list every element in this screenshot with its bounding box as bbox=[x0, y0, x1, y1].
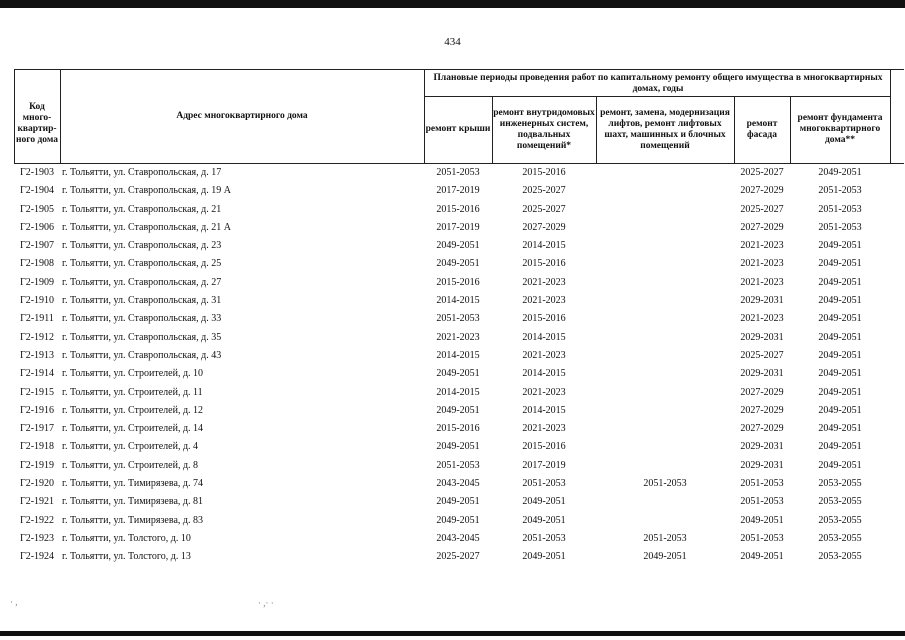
table-row bbox=[14, 237, 904, 255]
row-code: Г2-1922 bbox=[19, 514, 55, 526]
table-row bbox=[14, 310, 904, 328]
row-foundation-period: 2053-2055 bbox=[818, 496, 862, 508]
row-engineering-period: 2014-2015 bbox=[522, 368, 566, 380]
row-address: г. Тольятти, ул. Ставропольская, д. 27 bbox=[62, 276, 222, 288]
row-code: Г2-1920 bbox=[19, 478, 55, 490]
table-row bbox=[14, 493, 904, 511]
row-code: Г2-1909 bbox=[19, 276, 55, 288]
row-roof-period: 2049-2051 bbox=[436, 496, 480, 508]
row-address: г. Тольятти, ул. Строителей, д. 10 bbox=[62, 368, 204, 380]
row-address: г. Тольятти, ул. Строителей, д. 14 bbox=[62, 423, 204, 435]
row-address: г. Тольятти, ул. Ставропольская, д. 19 А bbox=[62, 185, 231, 197]
page-number: 434 bbox=[444, 36, 461, 48]
row-code: Г2-1912 bbox=[19, 331, 55, 343]
row-roof-period: 2043-2045 bbox=[436, 532, 480, 544]
table-row bbox=[14, 365, 904, 383]
table-row bbox=[14, 530, 904, 548]
row-code: Г2-1923 bbox=[19, 532, 55, 544]
table-row bbox=[14, 219, 904, 237]
row-code: Г2-1913 bbox=[19, 349, 55, 361]
top-border-bar bbox=[0, 0, 905, 8]
row-engineering-period: 2051-2053 bbox=[522, 532, 566, 544]
row-facade-period: 2049-2051 bbox=[740, 551, 784, 563]
table-row bbox=[14, 475, 904, 493]
table-row bbox=[14, 201, 904, 219]
row-roof-period: 2043-2045 bbox=[436, 478, 480, 490]
table-row bbox=[14, 255, 904, 273]
header-code: Код много-квартир-ного дома bbox=[16, 101, 58, 145]
row-facade-period: 2021-2023 bbox=[740, 313, 784, 325]
row-foundation-period: 2049-2051 bbox=[818, 331, 862, 343]
row-facade-period: 2027-2029 bbox=[740, 221, 784, 233]
row-roof-period: 2049-2051 bbox=[436, 258, 480, 270]
row-engineering-period: 2021-2023 bbox=[522, 349, 566, 361]
row-address: г. Тольятти, ул. Строителей, д. 8 bbox=[62, 459, 199, 471]
row-code: Г2-1918 bbox=[19, 441, 55, 453]
row-facade-period: 2051-2053 bbox=[740, 532, 784, 544]
row-roof-period: 2015-2016 bbox=[436, 276, 480, 288]
row-code: Г2-1915 bbox=[19, 386, 55, 398]
row-foundation-period: 2049-2051 bbox=[818, 258, 862, 270]
header-roof: ремонт крыши bbox=[425, 124, 491, 134]
table-row bbox=[14, 548, 904, 566]
row-address: г. Тольятти, ул. Тимирязева, д. 83 bbox=[62, 514, 203, 526]
table-row bbox=[14, 329, 904, 347]
row-facade-period: 2027-2029 bbox=[740, 404, 784, 416]
row-address: г. Тольятти, ул. Ставропольская, д. 21 А bbox=[62, 221, 231, 233]
row-lift-period: 2051-2053 bbox=[643, 532, 687, 544]
row-address: г. Тольятти, ул. Ставропольская, д. 25 bbox=[62, 258, 222, 270]
row-facade-period: 2029-2031 bbox=[740, 368, 784, 380]
table-row bbox=[14, 384, 904, 402]
row-engineering-period: 2021-2023 bbox=[522, 295, 566, 307]
row-roof-period: 2014-2015 bbox=[436, 386, 480, 398]
row-engineering-period: 2021-2023 bbox=[522, 386, 566, 398]
row-foundation-period: 2049-2051 bbox=[818, 276, 862, 288]
row-roof-period: 2015-2016 bbox=[436, 203, 480, 215]
row-foundation-period: 2049-2051 bbox=[818, 404, 862, 416]
table-row bbox=[14, 438, 904, 456]
row-engineering-period: 2025-2027 bbox=[522, 185, 566, 197]
table-row bbox=[14, 402, 904, 420]
row-facade-period: 2049-2051 bbox=[740, 514, 784, 526]
row-facade-period: 2029-2031 bbox=[740, 331, 784, 343]
row-roof-period: 2049-2051 bbox=[436, 404, 480, 416]
row-roof-period: 2017-2019 bbox=[436, 221, 480, 233]
row-foundation-period: 2053-2055 bbox=[818, 532, 862, 544]
table-row bbox=[14, 512, 904, 530]
row-foundation-period: 2049-2051 bbox=[818, 441, 862, 453]
row-engineering-period: 2017-2019 bbox=[522, 459, 566, 471]
row-foundation-period: 2049-2051 bbox=[818, 167, 862, 178]
row-engineering-period: 2049-2051 bbox=[522, 496, 566, 508]
scan-speck: · ,· · bbox=[258, 598, 274, 608]
row-facade-period: 2025-2027 bbox=[740, 167, 784, 178]
row-engineering-period: 2027-2029 bbox=[522, 221, 566, 233]
table-row bbox=[14, 274, 904, 292]
row-address: г. Тольятти, ул. Тимирязева, д. 74 bbox=[62, 478, 203, 490]
row-foundation-period: 2053-2055 bbox=[818, 551, 862, 563]
header-facade: ремонт фасада bbox=[746, 118, 778, 140]
row-engineering-period: 2015-2016 bbox=[522, 167, 566, 178]
header-address: Адрес многоквартирного дома bbox=[176, 111, 308, 121]
row-foundation-period: 2049-2051 bbox=[818, 386, 862, 398]
row-facade-period: 2021-2023 bbox=[740, 276, 784, 288]
row-code: Г2-1916 bbox=[19, 404, 55, 416]
table-body bbox=[14, 164, 904, 567]
row-roof-period: 2014-2015 bbox=[436, 349, 480, 361]
row-engineering-period: 2014-2015 bbox=[522, 331, 566, 343]
row-address: г. Тольятти, ул. Строителей, д. 4 bbox=[62, 441, 199, 453]
table-header bbox=[14, 69, 904, 164]
row-foundation-period: 2053-2055 bbox=[818, 478, 862, 490]
row-code: Г2-1919 bbox=[19, 459, 55, 471]
row-facade-period: 2029-2031 bbox=[740, 459, 784, 471]
row-foundation-period: 2049-2051 bbox=[818, 349, 862, 361]
row-code: Г2-1924 bbox=[19, 551, 55, 563]
row-code: Г2-1914 bbox=[19, 368, 55, 380]
row-facade-period: 2027-2029 bbox=[740, 185, 784, 197]
row-code: Г2-1911 bbox=[20, 313, 54, 325]
row-engineering-period: 2049-2051 bbox=[522, 514, 566, 526]
table-row bbox=[14, 457, 904, 475]
row-foundation-period: 2049-2051 bbox=[818, 240, 862, 252]
row-code: Г2-1905 bbox=[19, 203, 55, 215]
row-facade-period: 2027-2029 bbox=[740, 386, 784, 398]
row-foundation-period: 2053-2055 bbox=[818, 514, 862, 526]
header-engineering: ремонт внутридомовых инженерных систем, подвальных помещений* bbox=[493, 107, 595, 151]
row-facade-period: 2029-2031 bbox=[740, 441, 784, 453]
row-code: Г2-1921 bbox=[19, 496, 55, 508]
row-foundation-period: 2049-2051 bbox=[818, 368, 862, 380]
row-roof-period: 2051-2053 bbox=[436, 313, 480, 325]
row-address: г. Тольятти, ул. Ставропольская, д. 31 bbox=[62, 295, 222, 307]
row-facade-period: 2025-2027 bbox=[740, 203, 784, 215]
row-code: Г2-1903 bbox=[19, 167, 55, 178]
row-engineering-period: 2015-2016 bbox=[522, 313, 566, 325]
row-facade-period: 2051-2053 bbox=[740, 478, 784, 490]
row-address: г. Тольятти, ул. Ставропольская, д. 21 bbox=[62, 203, 222, 215]
bottom-border-bar bbox=[0, 631, 905, 636]
row-address: г. Тольятти, ул. Ставропольская, д. 33 bbox=[62, 313, 222, 325]
header-foundation: ремонт фундамента многоквартирного дома** bbox=[797, 113, 883, 145]
row-lift-period: 2051-2053 bbox=[643, 478, 687, 490]
scan-speck: · , bbox=[10, 597, 18, 607]
row-address: г. Тольятти, ул. Тимирязева, д. 81 bbox=[62, 496, 203, 508]
row-roof-period: 2014-2015 bbox=[436, 295, 480, 307]
header-lifts: ремонт, замена, модернизация лифтов, ремонт лифтовых шахт, машинных и блочных помещений bbox=[600, 107, 730, 151]
row-address: г. Тольятти, ул. Строителей, д. 11 bbox=[62, 386, 203, 398]
row-facade-period: 2021-2023 bbox=[740, 258, 784, 270]
row-roof-period: 2021-2023 bbox=[436, 331, 480, 343]
row-lift-period: 2049-2051 bbox=[643, 551, 687, 563]
row-code: Г2-1910 bbox=[19, 295, 55, 307]
row-facade-period: 2051-2053 bbox=[740, 496, 784, 508]
row-engineering-period: 2025-2027 bbox=[522, 203, 566, 215]
table-row bbox=[14, 182, 904, 200]
row-foundation-period: 2051-2053 bbox=[818, 203, 862, 215]
row-foundation-period: 2049-2051 bbox=[818, 295, 862, 307]
row-foundation-period: 2049-2051 bbox=[818, 459, 862, 471]
row-code: Г2-1908 bbox=[19, 258, 55, 270]
row-engineering-period: 2049-2051 bbox=[522, 551, 566, 563]
row-roof-period: 2051-2053 bbox=[436, 167, 480, 178]
row-roof-period: 2049-2051 bbox=[436, 368, 480, 380]
row-facade-period: 2029-2031 bbox=[740, 295, 784, 307]
row-foundation-period: 2051-2053 bbox=[818, 185, 862, 197]
capital-repair-table bbox=[14, 69, 904, 567]
row-roof-period: 2015-2016 bbox=[436, 423, 480, 435]
row-engineering-period: 2015-2016 bbox=[522, 258, 566, 270]
row-roof-period: 2049-2051 bbox=[436, 441, 480, 453]
row-address: г. Тольятти, ул. Ставропольская, д. 35 bbox=[62, 331, 222, 343]
row-code: Г2-1907 bbox=[19, 240, 55, 252]
row-engineering-period: 2015-2016 bbox=[522, 441, 566, 453]
row-roof-period: 2025-2027 bbox=[436, 551, 480, 563]
row-address: г. Тольятти, ул. Толстого, д. 10 bbox=[62, 532, 191, 544]
row-roof-period: 2017-2019 bbox=[436, 185, 480, 197]
table-row bbox=[14, 292, 904, 310]
row-roof-period: 2051-2053 bbox=[436, 459, 480, 471]
row-code: Г2-1904 bbox=[19, 185, 55, 197]
header-periods: Плановые периоды проведения работ по капитальному ремонту общего имущества в многоквартирных домах, годы bbox=[433, 72, 883, 94]
row-code: Г2-1906 bbox=[19, 221, 55, 233]
row-address: г. Тольятти, ул. Строителей, д. 12 bbox=[62, 404, 204, 416]
table-row bbox=[14, 164, 904, 182]
row-address: г. Тольятти, ул. Ставропольская, д. 43 bbox=[62, 349, 222, 361]
row-engineering-period: 2014-2015 bbox=[522, 240, 566, 252]
row-engineering-period: 2051-2053 bbox=[522, 478, 566, 490]
row-roof-period: 2049-2051 bbox=[436, 514, 480, 526]
row-engineering-period: 2021-2023 bbox=[522, 276, 566, 288]
row-foundation-period: 2051-2053 bbox=[818, 221, 862, 233]
row-roof-period: 2049-2051 bbox=[436, 240, 480, 252]
row-engineering-period: 2014-2015 bbox=[522, 404, 566, 416]
row-engineering-period: 2021-2023 bbox=[522, 423, 566, 435]
row-foundation-period: 2049-2051 bbox=[818, 423, 862, 435]
table-row bbox=[14, 347, 904, 365]
row-foundation-period: 2049-2051 bbox=[818, 313, 862, 325]
row-facade-period: 2021-2023 bbox=[740, 240, 784, 252]
row-address: г. Тольятти, ул. Ставропольская, д. 17 bbox=[62, 167, 222, 178]
table-row bbox=[14, 420, 904, 438]
row-facade-period: 2027-2029 bbox=[740, 423, 784, 435]
row-code: Г2-1917 bbox=[19, 423, 55, 435]
row-facade-period: 2025-2027 bbox=[740, 349, 784, 361]
row-address: г. Тольятти, ул. Толстого, д. 13 bbox=[62, 551, 191, 563]
row-address: г. Тольятти, ул. Ставропольская, д. 23 bbox=[62, 240, 222, 252]
